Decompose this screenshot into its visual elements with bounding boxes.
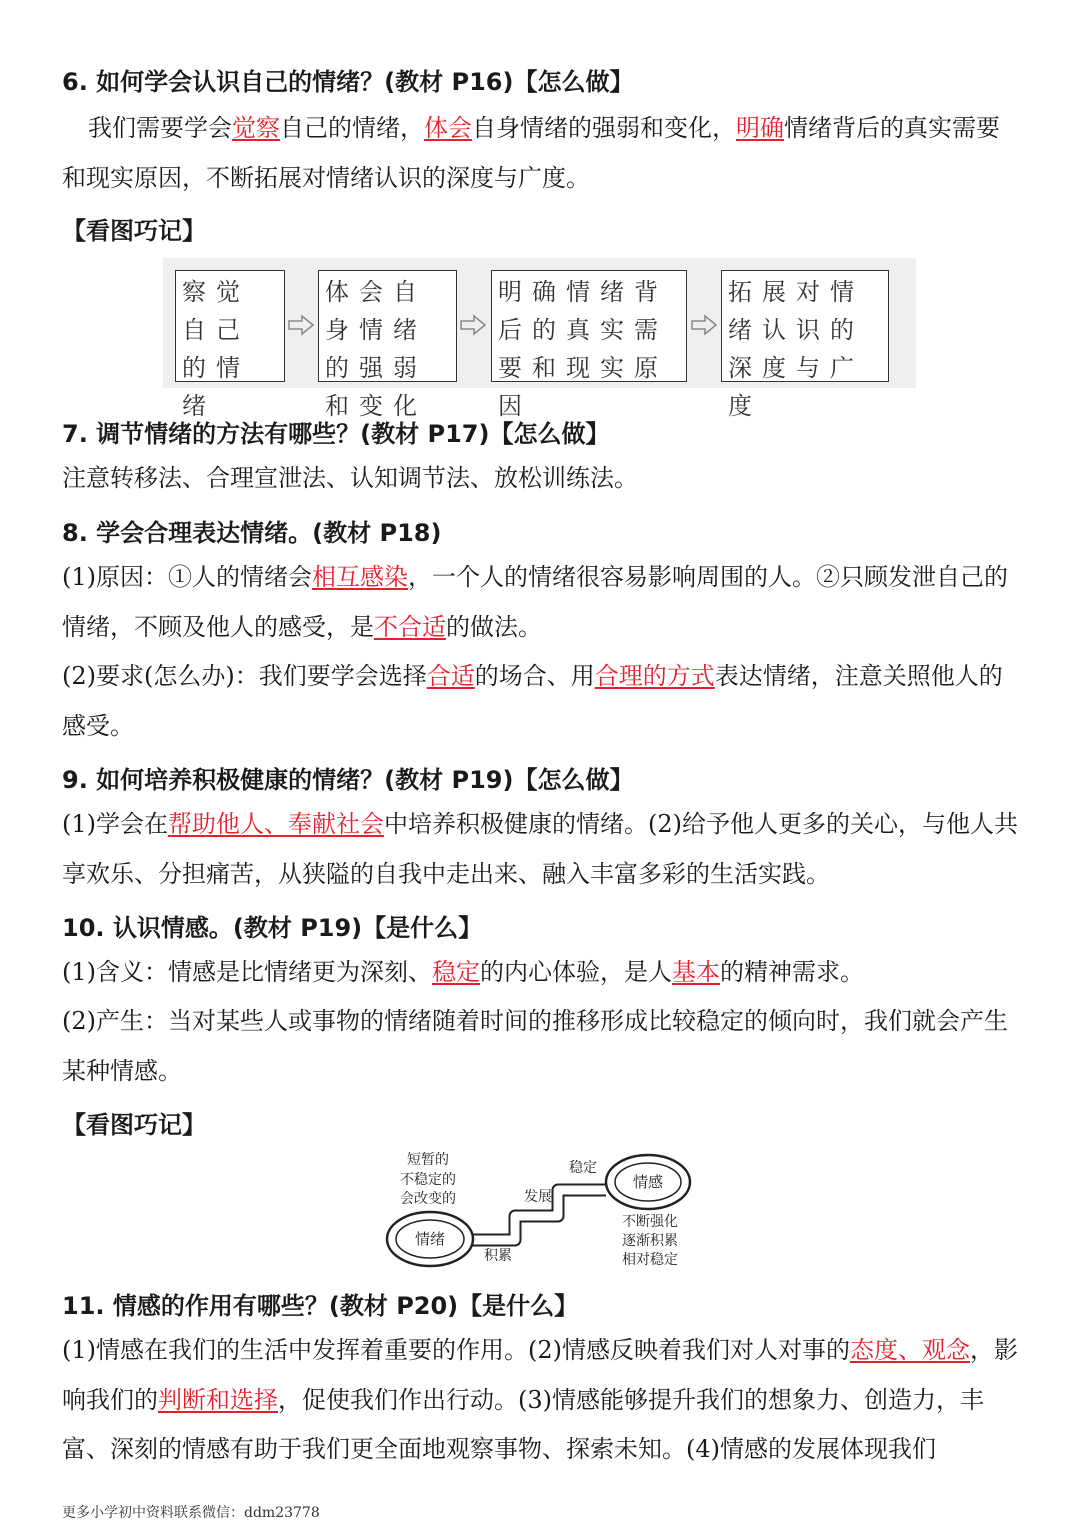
emotion-flow-chart [163,258,916,420]
flow-step-1: 察觉自己的情绪 [175,270,285,382]
emotion-node: 情绪 [414,1230,446,1248]
keyword-red: 合理的方式 [594,662,715,690]
section-8-heading: 8. 学会合理表达情绪。(教材 P18) [62,519,442,547]
left-note-line-2: 不稳定的 [400,1172,456,1188]
section-10-meaning: (1)含义：情感是比情绪更为深刻、稳定的内心体验，是人基本的精神需求。 [62,958,864,986]
section-11-body: (1)情感在我们的生活中发挥着重要的作用。(2)情感反映着我们对人对事的态度、观念，影响我们的判断和选择，促使我们作出行动。(3)情感能够提升我们的想象力、创造力，丰富、深刻的情感有助于我们更全面地观察事物、探索未知。(4)情感的发展体现我们 [62,1336,1018,1463]
arrow-right-icon [690,315,718,335]
footer-contact: 更多小学初中资料联系微信：ddm23778 [62,1505,320,1521]
flow-step-2: 体会自身情绪的强弱和变化 [318,270,457,382]
emotion-feeling-diagram [380,1148,710,1273]
keyword-red: 稳定 [432,958,480,986]
keyword-red: 觉察 [232,114,280,142]
arrow-right-icon [287,315,315,335]
memory-tip-tag: 【看图巧记】 [62,217,206,245]
section-11-heading: 11. 情感的作用有哪些？(教材 P20)【是什么】 [62,1292,579,1320]
flow-step-3: 明确情绪背后的真实需要和现实原因 [491,270,687,382]
memory-tip-tag: 【看图巧记】 [62,1111,206,1139]
keyword-red: 基本 [672,958,720,986]
keyword-red: 判断和选择 [158,1385,278,1414]
keyword-red: 帮助他人、奉献社会 [168,810,384,838]
section-10-origin: (2)产生：当对某些人或事物的情绪随着时间的推移形成比较稳定的倾向时，我们就会产生某种情感。 [62,1007,1008,1085]
section-7-body: 注意转移法、合理宣泄法、认知调节法、放松训练法。 [62,464,638,492]
stable-label: 稳定 [569,1160,597,1176]
left-note-line-1: 短暂的 [407,1152,449,1168]
feeling-node: 情感 [632,1173,664,1191]
keyword-red: 相互感染 [312,563,408,591]
right-note-line-1: 不断强化 [622,1214,678,1230]
flow-step-4: 拓展对情绪认识的深度与广度 [721,270,889,382]
section-7-heading: 7. 调节情绪的方法有哪些？(教材 P17)【怎么做】 [62,420,610,448]
develop-label: 发展 [524,1189,552,1205]
section-8-requirement: (2)要求(怎么办)：我们要学会选择合适的场合、用合理的方式表达情绪，注意关照他人的感受。 [62,662,1003,740]
section-6-heading: 6. 如何学会认识自己的情绪？(教材 P16)【怎么做】 [62,68,634,96]
keyword-red: 合适 [426,662,475,690]
keyword-red: 体会 [424,114,472,142]
accumulate-label: 积累 [484,1248,512,1264]
right-note-line-3: 相对稳定 [622,1252,678,1268]
keyword-red: 明确 [736,114,784,142]
arrow-right-icon [459,315,487,335]
keyword-red: 态度、观念 [850,1336,970,1364]
section-10-heading: 10. 认识情感。(教材 P19)【是什么】 [62,914,483,942]
section-9-heading: 9. 如何培养积极健康的情绪？(教材 P19)【怎么做】 [62,766,634,794]
section-8-reason: (1)原因：①人的情绪会相互感染，一个人的情绪很容易影响周围的人。②只顾发泄自己的情绪，不顾及他人的感受，是不合适的做法。 [62,563,1008,641]
section-6-body: 我们需要学会觉察自己的情绪，体会自身情绪的强弱和变化，明确情绪背后的真实需要和现实原因，不断拓展对情绪认识的深度与广度。 [62,114,1000,192]
section-9-body: (1)学会在帮助他人、奉献社会中培养积极健康的情绪。(2)给予他人更多的关心，与他人共享欢乐、分担痛苦，从狭隘的自我中走出来、融入丰富多彩的生活实践。 [62,810,1018,888]
left-note-line-3: 会改变的 [400,1191,456,1207]
right-note-line-2: 逐渐积累 [622,1233,678,1249]
keyword-red: 不合适 [374,612,446,641]
